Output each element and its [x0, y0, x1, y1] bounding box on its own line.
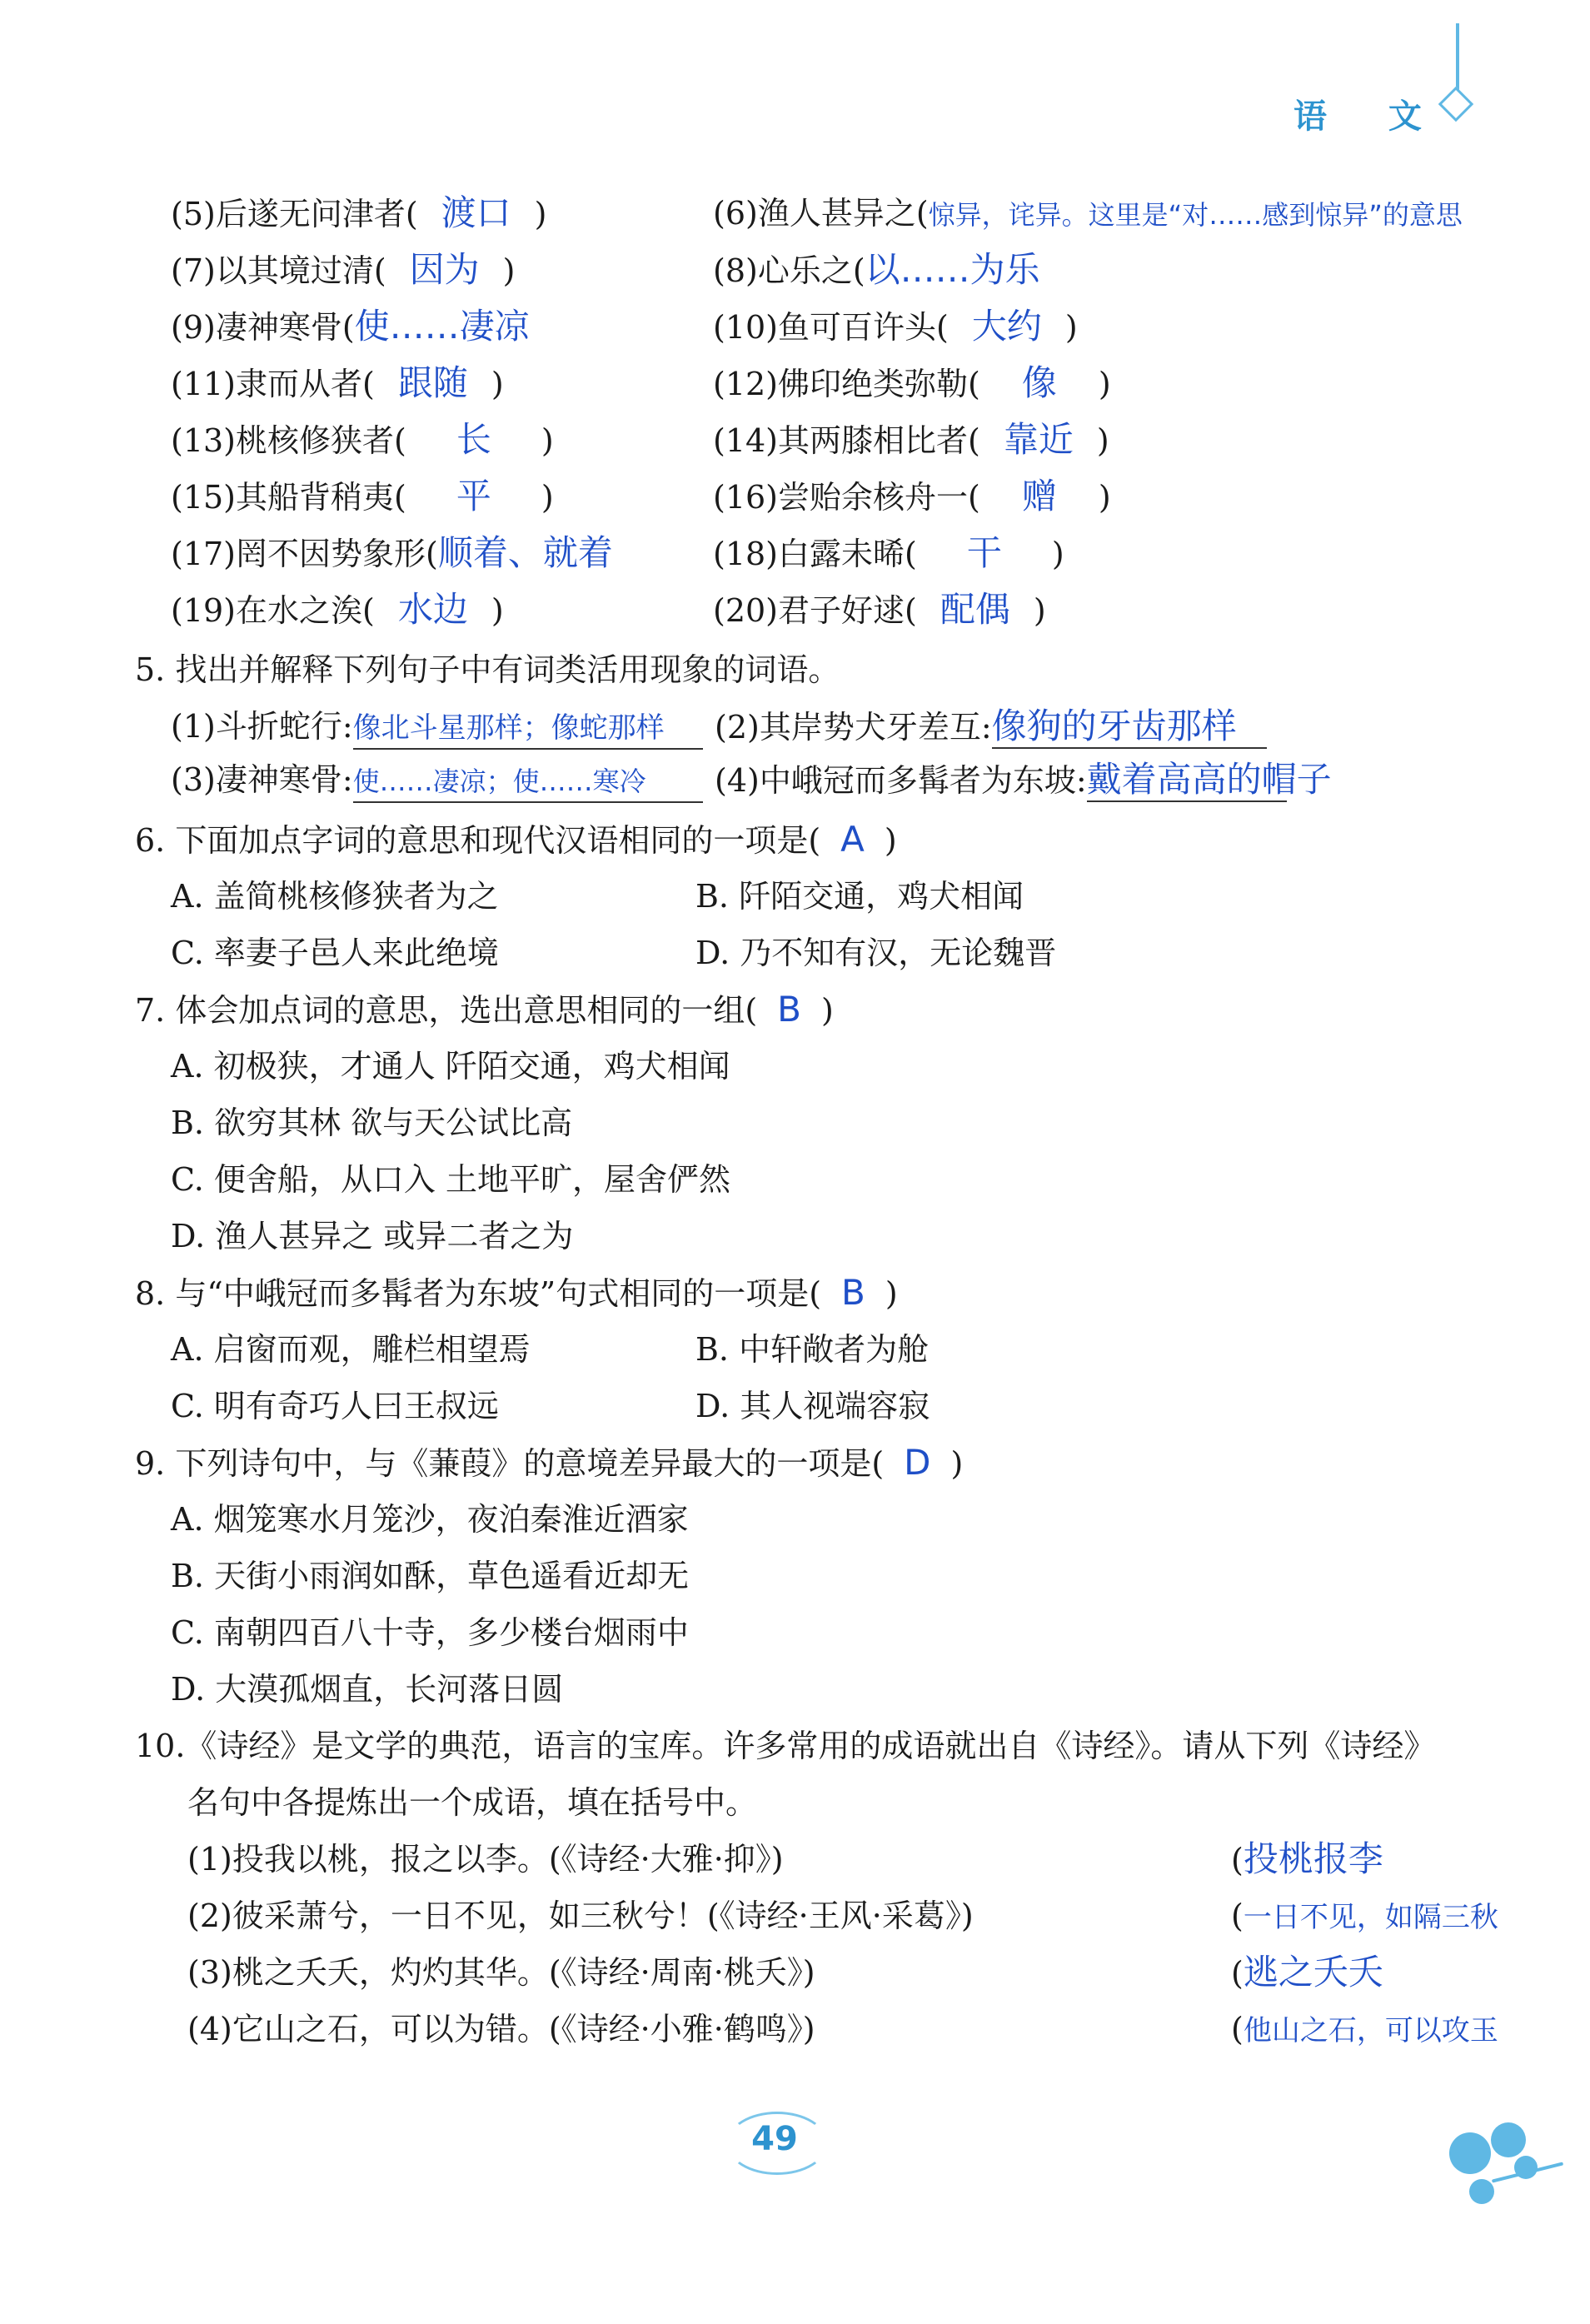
q9-option-a: A. 烟笼寒水月笼沙，夜泊秦淮近酒家	[171, 1501, 689, 1538]
q8-option-b: B. 中轩敞者为舱	[695, 1331, 930, 1368]
q8-stem: 8. 与“中峨冠而多髯者为东坡”句式相同的一项是( B )	[135, 1272, 898, 1313]
q4-item-16: (16)尝贻余核舟一( 赠 )	[713, 476, 1111, 516]
q10-answer-3: (逃之夭夭	[1231, 1952, 1383, 1992]
q6-stem: 6. 下面加点字词的意思和现代汉语相同的一项是( A )	[135, 819, 897, 860]
q9-stem: 9. 下列诗句中，与《蒹葭》的意境差异最大的一项是( D )	[135, 1442, 964, 1483]
q8-option-d: D. 其人视端容寂	[695, 1388, 930, 1424]
q5-item-2: (2)其岸势犬牙差互:像狗的牙齿那样	[715, 706, 1267, 749]
q10-item-4: (4)它山之石，可以为错。(《诗经·小雅·鹤鸣》)	[187, 2011, 815, 2047]
q4-item-10: (10)鱼可百许头( 大约 )	[713, 306, 1078, 347]
q9-option-d: D. 大漠孤烟直，长河落日圆	[171, 1671, 564, 1708]
q4-item-5: (5)后遂无问津者( 渡口 )	[171, 192, 547, 233]
q4-item-12: (12)佛印绝类弥勒( 像 )	[713, 362, 1111, 403]
q10-stem-line-1: 10.《诗经》是文学的典范，语言的宝库。许多常用的成语就出自《诗经》。请从下列《诗经》	[135, 1728, 1436, 1764]
subject-title: 语 文	[1293, 97, 1447, 136]
q7-option-d: D. 渔人甚异之 或异二者之为	[171, 1218, 574, 1254]
q6-option-a: A. 盖简桃核修狭者为之	[171, 878, 499, 915]
q5-item-1: (1)斗折蛇行:像北斗星那样；像蛇那样	[171, 706, 703, 750]
q10-answer-2: (一日不见，如隔三秋	[1231, 1898, 1498, 1934]
q10-item-1: (1)投我以桃，报之以李。(《诗经·大雅·抑》)	[187, 1841, 784, 1878]
q9-option-c: C. 南朝四百八十寺，多少楼台烟雨中	[171, 1614, 689, 1651]
q10-answer-4: (他山之石，可以攻玉	[1231, 2011, 1498, 2047]
q5-item-4: (4)中峨冠而多髯者为东坡:戴着高高的帽子	[715, 760, 1287, 802]
q10-answer-1: (投桃报李	[1231, 1838, 1383, 1879]
q6-option-b: B. 阡陌交通，鸡犬相闻	[695, 878, 1024, 915]
q4-item-9: (9)凄神寒骨(使……凄凉	[171, 306, 530, 347]
q10-item-2: (2)彼采萧兮，一日不见，如三秋兮！(《诗经·王风·采葛》)	[187, 1898, 974, 1934]
q4-item-11: (11)隶而从者( 跟随 )	[171, 362, 504, 403]
q4-item-13: (13)桃核修狭者( 长 )	[171, 419, 554, 460]
q10-item-3: (3)桃之夭夭，灼灼其华。(《诗经·周南·桃夭》)	[187, 1954, 815, 1991]
page-number: 49	[751, 2120, 798, 2158]
q4-item-19: (19)在水之涘( 水边 )	[171, 589, 504, 630]
q6-option-c: C. 率妻子邑人来此绝境	[171, 935, 499, 971]
q4-item-15: (15)其船背稍夷( 平 )	[171, 476, 554, 516]
q4-item-18: (18)白露未晞( 干 )	[713, 532, 1064, 573]
q5-item-3: (3)凄神寒骨:使……凄凉；使……寒冷	[171, 760, 703, 803]
q7-option-b: B. 欲穷其林 欲与天公试比高	[171, 1105, 573, 1141]
q4-item-8: (8)心乐之(以……为乐	[713, 249, 1040, 290]
q10-stem-line-2: 名句中各提炼出一个成语，填在括号中。	[187, 1784, 758, 1821]
q7-option-a: A. 初极狭，才通人 阡陌交通，鸡犬相闻	[171, 1048, 730, 1085]
q4-item-6: (6)渔人甚异之(惊异，诧异。这里是“对……感到惊异”的意思	[713, 195, 1463, 232]
q5-stem: 5. 找出并解释下列句子中有词类活用现象的词语。	[135, 651, 840, 688]
q4-item-7: (7)以其境过清( 因为 )	[171, 249, 516, 290]
q8-option-c: C. 明有奇巧人曰王叔远	[171, 1388, 499, 1424]
q8-option-a: A. 启窗而观，雕栏相望焉	[171, 1331, 531, 1368]
q7-stem: 7. 体会加点词的意思，选出意思相同的一组( B )	[135, 989, 834, 1030]
q6-option-d: D. 乃不知有汉，无论魏晋	[695, 935, 1057, 971]
header-line	[1456, 23, 1459, 93]
q4-item-17: (17)罔不因势象形(顺着、就着	[171, 532, 613, 573]
q4-item-20: (20)君子好逑( 配偶 )	[713, 589, 1046, 630]
q7-option-c: C. 便舍船，从口入 土地平旷，屋舍俨然	[171, 1161, 730, 1198]
q4-item-14: (14)其两膝相比者( 靠近 )	[713, 419, 1109, 460]
q9-option-b: B. 天街小雨润如酥，草色遥看近却无	[171, 1558, 690, 1594]
